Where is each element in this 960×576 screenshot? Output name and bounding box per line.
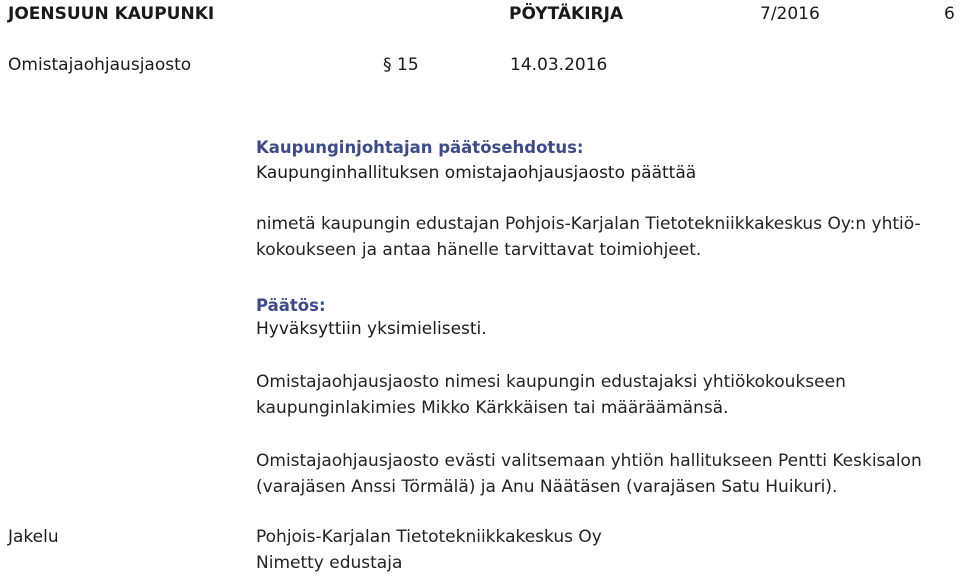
- distribution-list: [256, 524, 946, 576]
- proposal-text: [256, 211, 946, 263]
- proposal-line: nimetä kaupungin edustajan Pohjois-Karjalan Tietotekniikkakeskus Oy:n yhtiö-: [256, 214, 921, 234]
- section-number: 15: [397, 55, 419, 75]
- document-number: 7/2016: [760, 4, 820, 24]
- proposal-line: kokoukseen ja antaa hänelle tarvittavat toimiohjeet.: [256, 240, 702, 260]
- paragraph-line: (varajäsen Anssi Törmälä) ja Anu Näätäsen (varajäsen Satu Huikuri).: [256, 477, 838, 497]
- decision-paragraph-2: [256, 448, 946, 500]
- decision-heading: Päätös:: [256, 296, 326, 315]
- committee-name: Omistajaohjausjaosto: [8, 55, 192, 75]
- decision-text: Hyväksyttiin yksimielisesti.: [256, 319, 487, 339]
- meeting-date: 14.03.2016: [510, 55, 608, 75]
- decision-paragraph-1: [256, 369, 946, 421]
- paragraph-line: Omistajaohjausjaosto nimesi kaupungin edustajaksi yhtiökokoukseen: [256, 372, 846, 392]
- distribution-item: Pohjois-Karjalan Tietotekniikkakeskus Oy: [256, 527, 602, 547]
- document-type: PÖYTÄKIRJA: [509, 4, 624, 24]
- page-number: 6: [944, 4, 955, 24]
- org-name: JOENSUUN KAUPUNKI: [8, 4, 215, 24]
- proposal-heading: Kaupunginjohtajan päätösehdotus:: [256, 138, 584, 157]
- distribution-item: Nimetty edustaja: [256, 553, 403, 573]
- paragraph-line: kaupunginlakimies Mikko Kärkkäisen tai määräämänsä.: [256, 398, 729, 418]
- paragraph-line: Omistajaohjausjaosto evästi valitsemaan yhtiön hallitukseen Pentti Keskisalon: [256, 451, 922, 471]
- proposal-intro: Kaupunginhallituksen omistajaohjausjaosto päättää: [256, 163, 697, 183]
- distribution-label: Jakelu: [8, 527, 59, 547]
- section-mark: §: [383, 55, 392, 75]
